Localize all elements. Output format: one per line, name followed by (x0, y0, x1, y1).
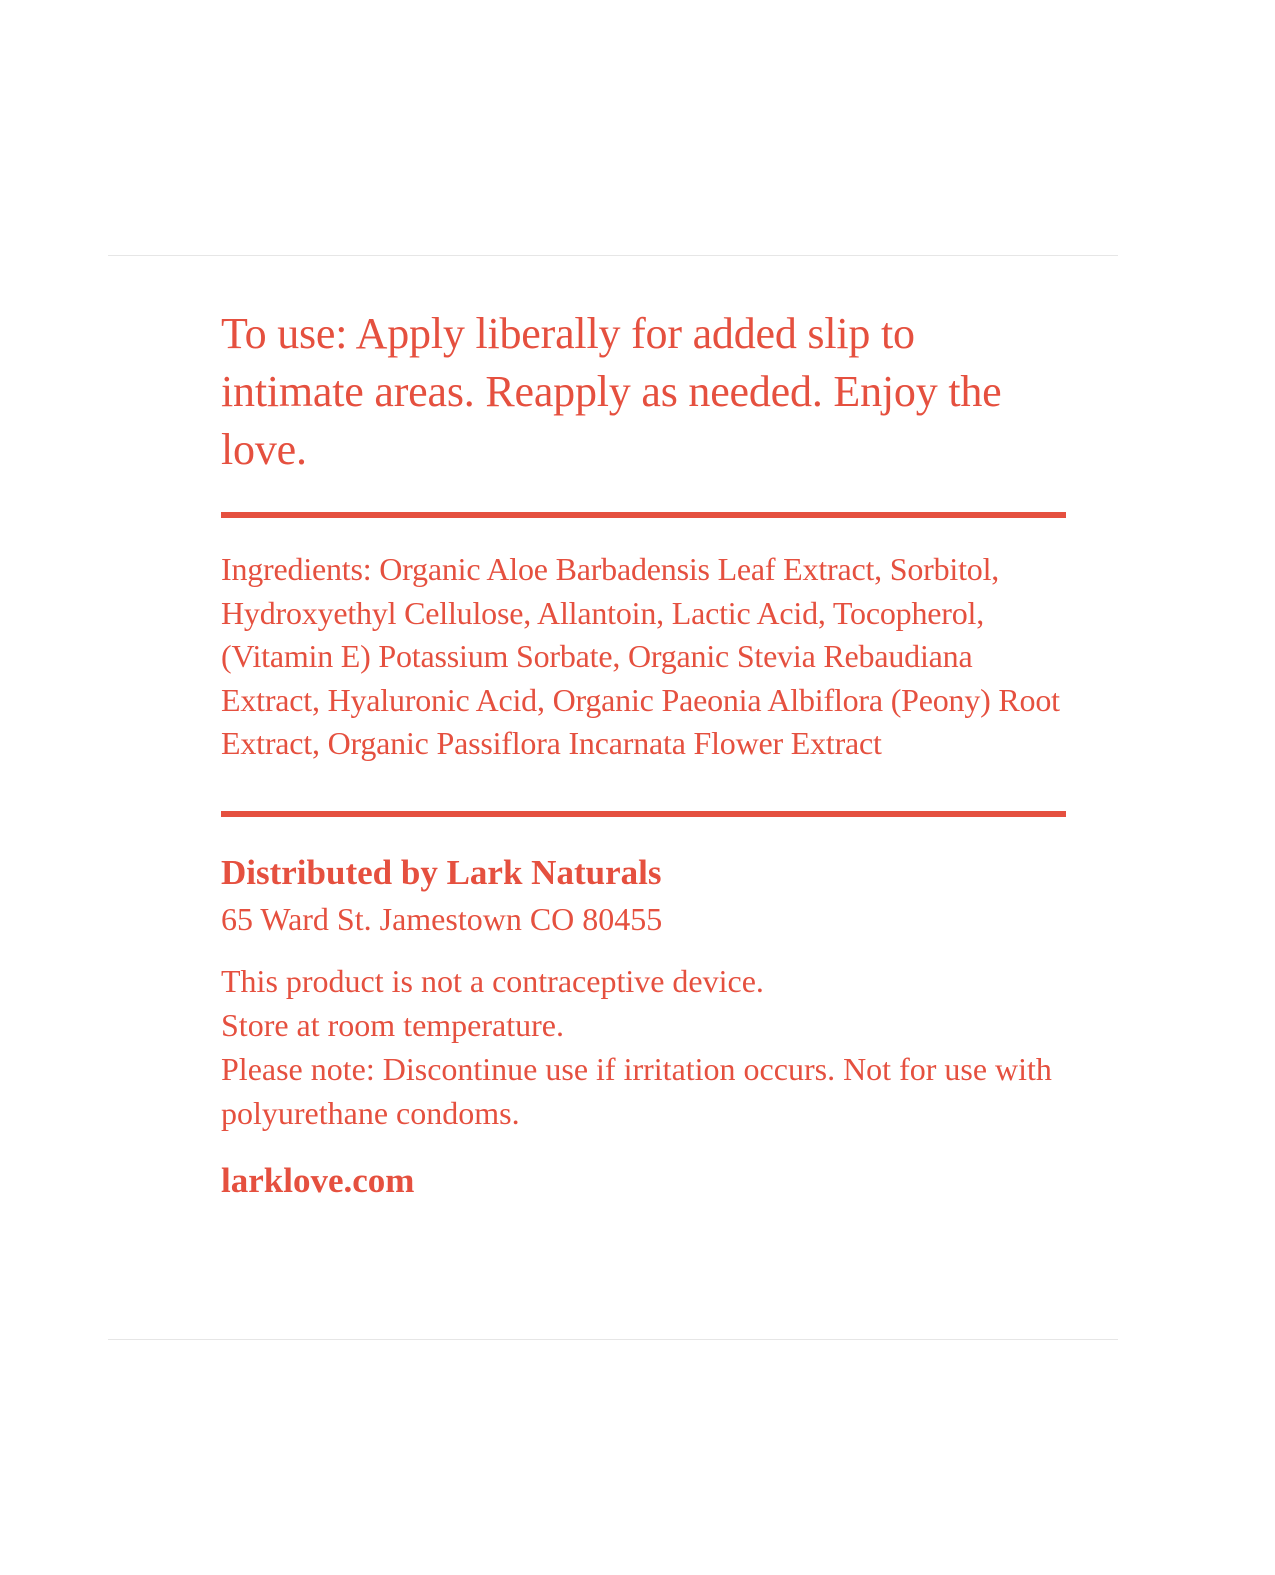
distributor-name: Distributed by Lark Naturals (221, 852, 662, 892)
section-divider (221, 811, 1066, 817)
section-divider (221, 512, 1066, 518)
bottom-divider (108, 1339, 1118, 1340)
ingredients-list: Ingredients: Organic Aloe Barbadensis Leaf Extract, Sorbitol, Hydroxyethyl Cellulose, Allantoin, Lactic Acid, Tocopherol, (Vitamin E) Potassium Sorbate, Organic Stevia Rebaudiana Extract, Hyaluronic Acid, Organic Paeonia Albiflora (Peony) Root Extract, Organic Passiflora Incarnata Flower Extract (221, 551, 1060, 761)
product-notes (221, 959, 1066, 1135)
note-contraceptive: This product is not a contraceptive device. (221, 962, 764, 999)
distributor-address: 65 Ward St. Jamestown CO 80455 (221, 900, 663, 937)
note-warning: Please note: Discontinue use if irritation occurs. Not for use with polyurethane condoms. (221, 1050, 1052, 1131)
website-link[interactable]: larklove.com (221, 1160, 415, 1200)
usage-instructions: To use: Apply liberally for added slip to intimate areas. Reapply as needed. Enjoy the love. (221, 309, 1002, 474)
note-storage: Store at room temperature. (221, 1006, 564, 1043)
top-divider (108, 255, 1118, 256)
product-label (221, 305, 1066, 1203)
